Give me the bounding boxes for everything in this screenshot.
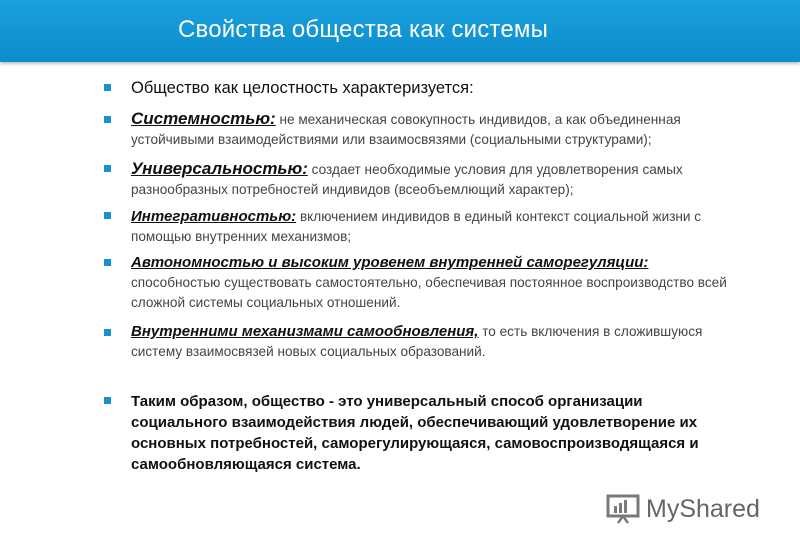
list-item-term: Внутренними механизмами самообновления, (131, 323, 479, 340)
list-item-text: то есть включения в сложившуюся систему взаимосвязей новых социальных образований. (131, 324, 703, 359)
list-item-text: включением индивидов в единый контекст социальной жизни с помощью внутренних механизмов; (131, 209, 702, 244)
list-item (131, 109, 741, 150)
list-item (131, 79, 741, 98)
list-item-text: создает необходимые условия для удовлетворения самых разнообразных потребностей индивидов (всеобъемлющий характер); (131, 162, 683, 197)
bullet-icon (104, 329, 111, 336)
list-item-term: Универсальностью: (131, 159, 308, 178)
presentation-board-icon (606, 494, 640, 524)
list-item-term: Автономностью и высоким уровенем внутренней саморегуляции: (131, 254, 649, 271)
bullet-icon (104, 397, 111, 404)
list-item-term: Интегративностью: (131, 208, 297, 225)
list-item-text: не механическая совокупность индивидов, а как объединенная устойчивыми взаимодействиями или взаимосвязями (социальными структурами); (131, 112, 681, 147)
list-item (131, 322, 741, 362)
list-item-heading: Общество как целостность характеризуется: (131, 79, 474, 97)
bullet-icon (104, 259, 111, 266)
bullet-icon (104, 116, 111, 123)
logo-text: MyShared (646, 494, 760, 523)
title-bar (0, 0, 800, 62)
page-title: Свойства общества как системы (178, 16, 549, 43)
list-item (131, 253, 741, 313)
bullet-icon (104, 84, 111, 91)
conclusion-text: Таким образом, общество - это универсальный способ организации социального взаимодействия людей, обеспечивающий удовлетворение их основных потребностей, саморегулирующаяся, самовоспроизводящаяся и самообновляющаяся система. (131, 393, 699, 473)
myshared-logo (606, 492, 760, 526)
list-item (131, 159, 741, 200)
bullet-icon (104, 212, 111, 219)
bullet-icon (104, 165, 111, 172)
list-item (131, 207, 741, 247)
list-item-text: способностью существовать самостоятельно, обеспечивая постоянное воспроизводство всей сложной системы социальных отношений. (131, 275, 727, 310)
list-item-term: Системностью: (131, 109, 276, 128)
